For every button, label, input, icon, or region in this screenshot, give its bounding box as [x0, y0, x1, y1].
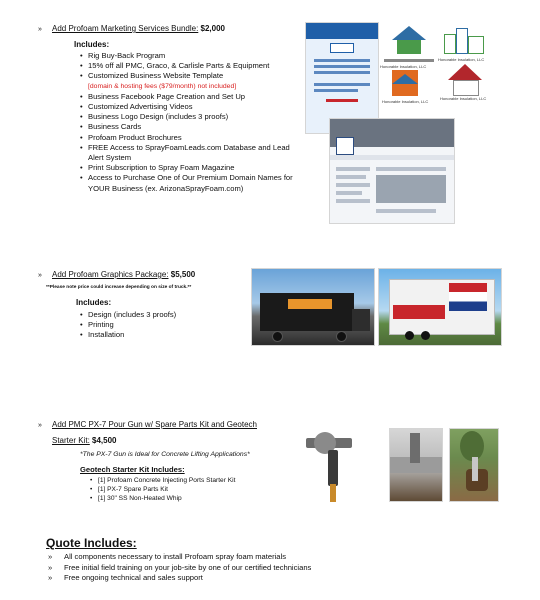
list-item-note: [domain & hosting fees ($79/month) not included] — [88, 82, 237, 90]
list-item: • Design (includes 3 proofs) — [80, 310, 240, 320]
facebook-page-image — [329, 118, 455, 224]
section2-note: **Please note price could increase depending on size of truck.** — [46, 285, 192, 290]
section2-bullet: » — [38, 272, 42, 279]
section2-price: $5,500 — [170, 270, 196, 279]
list-item: • Customized Advertising Videos — [80, 102, 304, 112]
section2-list — [80, 310, 240, 341]
list-item: • [1] 30" SS Non-Heated Whip — [90, 494, 290, 503]
list-item: • Customized Business Website Template — [80, 71, 304, 81]
px7-gun-image — [300, 428, 360, 508]
list-item: • Profoam Product Brochures — [80, 133, 304, 143]
list-item: • Access to Purchase One of Our Premium Domain Names for YOUR Business (ex. ArizonaSprayFoam.com) — [80, 173, 304, 193]
section3-list — [90, 476, 290, 504]
list-item: • Print Subscription to Spray Foam Magazine — [80, 163, 304, 173]
section3-heading-line1 — [38, 420, 257, 429]
section1-list — [80, 51, 304, 194]
logo-roof-icon — [440, 64, 490, 100]
list-item: » Free initial field training on your job-site by one of our certified technicians — [46, 563, 486, 574]
section3-price: $4,500 — [92, 436, 117, 445]
section2-heading — [38, 270, 195, 279]
logo-city-icon — [440, 24, 490, 60]
logo-caption: Honorable Insulation, LLC — [382, 99, 429, 104]
quote-title: Quote Includes: — [46, 536, 137, 550]
section1-bullet: » — [38, 26, 42, 33]
list-item: • Installation — [80, 330, 240, 340]
list-item: • 15% off all PMC, Graco, & Carlisle Parts & Equipment — [80, 61, 304, 71]
logo-house-icon — [384, 26, 434, 62]
section3-heading-line2 — [52, 436, 117, 445]
section3-bullet: » — [38, 422, 42, 429]
list-item: • Rig Buy-Back Program — [80, 51, 304, 61]
list-item: • Business Logo Design (includes 3 proofs) — [80, 112, 304, 122]
list-item: • FREE Access to SprayFoamLeads.com Database and Lead Alert System — [80, 143, 304, 163]
list-item: » All components necessary to install Profoam spray foam materials — [46, 552, 486, 563]
logo-caption: Honorable Insulation, LLC — [380, 64, 427, 69]
section3-title-line1: Add PMC PX-7 Pour Gun w/ Spare Parts Kit and Geotech — [52, 420, 257, 429]
list-item: • Business Cards — [80, 122, 304, 132]
list-item: • [1] Profoam Concrete Injecting Ports Starter Kit — [90, 476, 290, 485]
geotech-yard-image — [449, 428, 499, 502]
section2-includes-label: Includes: — [76, 298, 112, 307]
section3-tagline: *The PX-7 Gun is Ideal for Concrete Lifting Applications* — [80, 451, 250, 458]
list-item: • [1] PX-7 Spare Parts Kit — [90, 485, 290, 494]
list-item: » Free ongoing technical and sales support — [46, 573, 486, 584]
list-item: • Printing — [80, 320, 240, 330]
section1-includes-label: Includes: — [74, 40, 110, 49]
section3-kit-heading: Geotech Starter Kit Includes: — [80, 465, 185, 474]
quote-list — [46, 552, 486, 584]
list-item: • Business Facebook Page Creation and Set Up — [80, 92, 304, 102]
section1-title: Add Profoam Marketing Services Bundle: — [52, 24, 199, 33]
logo-caption: Honorable Insulation, LLC — [440, 96, 487, 101]
section2-title: Add Profoam Graphics Package: — [52, 270, 169, 279]
graphics-trailer-image — [378, 268, 502, 346]
section1-heading — [38, 24, 225, 33]
logo-caption: Honorable Insulation, LLC — [438, 57, 485, 62]
concrete-lifting-image — [389, 428, 443, 502]
section1-price: $2,000 — [200, 24, 225, 33]
section3-title-line2: Starter Kit: — [52, 436, 90, 445]
graphics-truck-image — [251, 268, 375, 346]
